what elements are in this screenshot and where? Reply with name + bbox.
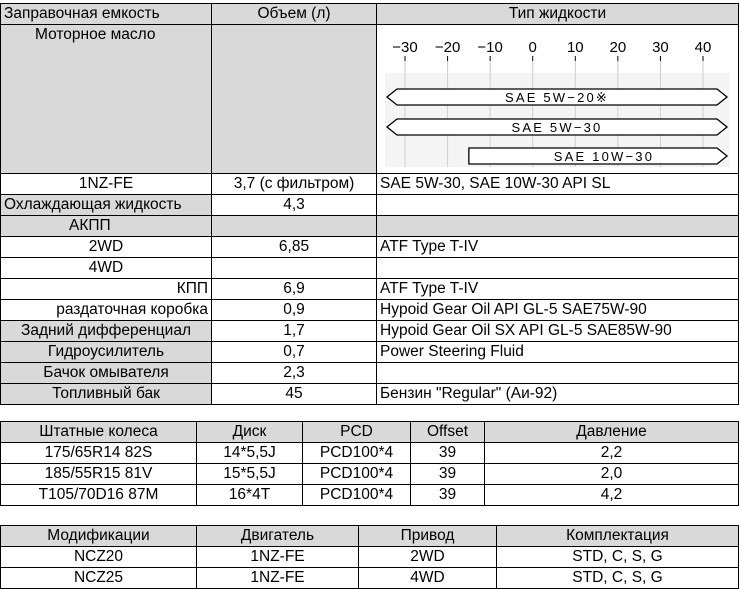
fluid-volume: 3,7 (с фильтром) [212,174,377,195]
fluid-volume [212,216,377,237]
header-engine: Двигатель [197,526,359,547]
fluid-name: 1NZ-FE [1,174,212,195]
row-kpp [1,279,739,300]
fluid-type: SAE 5W-30, SAE 10W-30 API SL [377,174,739,195]
pressure: 4,2 [485,485,739,506]
row-engine [1,174,739,195]
x-tick-label: 30 [652,39,669,56]
fluid-type [377,363,739,384]
fluid-volume: 6,85 [212,237,377,258]
row-power-steering [1,342,739,363]
range-bar-label: SAE 5W−20※ [504,90,610,105]
fluid-volume: 4,3 [212,195,377,216]
offset: 39 [411,443,485,464]
header-capacity: Заправочная емкость [1,4,212,25]
pressure: 2,0 [485,464,739,485]
modifications-table [0,525,739,589]
fluid-type: ATF Type T-IV [377,237,739,258]
drive: 4WD [359,568,497,589]
row-2wd [1,237,739,258]
mod-row [1,547,739,568]
fluid-type: Power Steering Fluid [377,342,739,363]
fluid-type: Hypoid Gear Oil SX API GL-5 SAE85W-90 [377,321,739,342]
fluid-name: Охлаждающая жидкость [1,195,212,216]
engine: 1NZ-FE [197,547,359,568]
row-rear-diff [1,321,739,342]
row-4wd [1,258,739,279]
pcd: PCD100*4 [303,464,411,485]
header-drive: Привод [359,526,497,547]
x-tick-label: 10 [566,39,584,56]
header-pcd: PCD [303,422,411,443]
fluid-volume: 6,9 [212,279,377,300]
rim-size: 14*5,5J [197,443,303,464]
header-modification: Модификации [1,526,197,547]
motor-oil-label: Моторное масло [1,25,212,174]
header-pressure: Давление [485,422,739,443]
x-tick-label: −20 [434,39,461,56]
row-fuel-tank [1,384,739,405]
fluid-name: КПП [1,279,212,300]
fluid-name: Гидроусилитель [1,342,212,363]
fluids-header-row [1,4,739,25]
x-tick-label: −10 [477,39,503,56]
fluid-name: раздаточная коробка [1,300,212,321]
trim: STD, C, S, G [497,568,739,589]
row-akpp [1,216,739,237]
wheel-row [1,464,739,485]
fluid-volume: 0,7 [212,342,377,363]
fluid-type: Hypoid Gear Oil API GL-5 SAE75W-90 [377,300,739,321]
tire-size: 175/65R14 82S [1,443,197,464]
fluid-type: ATF Type T-IV [377,279,739,300]
pressure: 2,2 [485,443,739,464]
viscosity-chart [377,25,739,167]
x-tick-label: 40 [694,39,712,56]
row-washer [1,363,739,384]
fluid-name: 4WD [1,258,212,279]
fluids-table [0,3,739,405]
range-bar-label: SAE 5W−30 [511,120,603,135]
fluid-volume: 1,7 [212,321,377,342]
wheels-header-row [1,422,739,443]
rim-size: 15*5,5J [197,464,303,485]
model-code: NCZ25 [1,568,197,589]
viscosity-chart-cell [377,25,739,174]
fluid-volume: 45 [212,384,377,405]
wheel-row [1,485,739,506]
fluid-name: АКПП [1,216,212,237]
wheel-row [1,443,739,464]
engine: 1NZ-FE [197,568,359,589]
fluid-type [377,258,739,279]
model-code: NCZ20 [1,547,197,568]
header-volume: Объем (л) [212,4,377,25]
fluid-type [377,216,739,237]
pcd: PCD100*4 [303,443,411,464]
tire-size: T105/70D16 87M [1,485,197,506]
fluid-type: Бензин "Regular" (Аи-92) [377,384,739,405]
row-transfer-case [1,300,739,321]
fluid-volume [212,258,377,279]
mod-row [1,568,739,589]
motor-oil-row [1,25,739,174]
fluid-type [377,195,739,216]
fluid-name: Бачок омывателя [1,363,212,384]
drive: 2WD [359,547,497,568]
trim: STD, C, S, G [497,547,739,568]
header-trim: Комплектация [497,526,739,547]
header-fluid-type: Тип жидкости [377,4,739,25]
x-tick-label: 20 [609,39,627,56]
tire-size: 185/55R15 81V [1,464,197,485]
fluid-name: 2WD [1,237,212,258]
row-coolant [1,195,739,216]
fluid-name: Топливный бак [1,384,212,405]
offset: 39 [411,464,485,485]
fluid-volume: 2,3 [212,363,377,384]
wheels-table [0,421,739,506]
header-tires: Штатные колеса [1,422,197,443]
pcd: PCD100*4 [303,485,411,506]
range-bar-label: SAE 10W−30 [553,149,655,164]
offset: 39 [411,485,485,506]
fluid-volume: 0,9 [212,300,377,321]
mods-header-row [1,526,739,547]
header-offset: Offset [411,422,485,443]
motor-oil-volume [212,25,377,174]
x-tick-label: 0 [528,39,537,56]
header-rim: Диск [197,422,303,443]
fluid-name: Задний дифференциал [1,321,212,342]
x-tick-label: −30 [392,39,418,56]
rim-size: 16*4T [197,485,303,506]
